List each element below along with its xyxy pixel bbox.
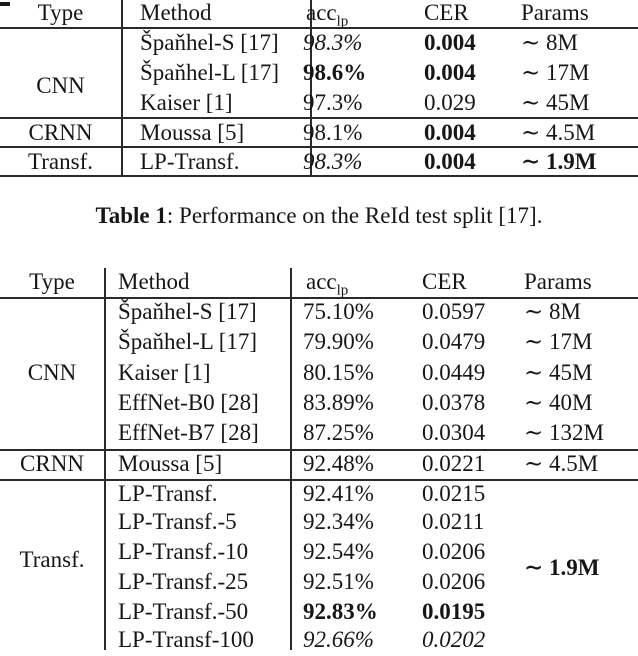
cell-cer: 0.0221 bbox=[422, 451, 486, 476]
type-group-label-transf: Transf. bbox=[28, 149, 93, 174]
cell-params: ∼ 4.5M bbox=[524, 451, 599, 476]
table-row bbox=[0, 119, 638, 146]
cell-method: LP-Transf.-25 bbox=[118, 569, 249, 594]
type-group-label-transf: Transf. bbox=[19, 547, 85, 572]
cell-acc: 92.48% bbox=[303, 451, 374, 476]
table-2 bbox=[0, 266, 638, 656]
cell-acc: 87.25% bbox=[303, 420, 374, 445]
cell-method: Kaiser [1] bbox=[140, 90, 233, 115]
cell-acc: 80.15% bbox=[303, 360, 374, 385]
cell-acc: 92.51% bbox=[303, 569, 374, 594]
table-row bbox=[0, 327, 638, 357]
cell-params: ∼ 17M bbox=[524, 329, 593, 354]
table-row bbox=[0, 358, 638, 388]
type-group-label-crnn: CRNN bbox=[20, 451, 84, 476]
col-header-acc bbox=[306, 0, 349, 30]
col-header-type: Type bbox=[37, 0, 84, 25]
cell-acc: 98.6% bbox=[303, 60, 367, 85]
cell-method: Kaiser [1] bbox=[118, 360, 211, 385]
acc-label: acc bbox=[306, 0, 337, 25]
cell-params: ∼ 132M bbox=[524, 420, 604, 445]
type-group-label-cnn: CNN bbox=[36, 73, 85, 98]
col-header-method: Method bbox=[118, 269, 190, 294]
cell-params: ∼ 45M bbox=[524, 360, 593, 385]
cell-cer: 0.0479 bbox=[422, 329, 486, 354]
col-header-cer: CER bbox=[422, 269, 467, 294]
cell-cer: 0.0195 bbox=[422, 599, 486, 624]
table-row bbox=[0, 480, 638, 508]
cell-acc: 92.34% bbox=[303, 509, 374, 534]
cell-cer: 0.004 bbox=[424, 60, 476, 85]
cell-cer: 0.004 bbox=[424, 30, 476, 55]
cell-params: ∼ 8M bbox=[524, 299, 581, 324]
cell-acc: 92.41% bbox=[303, 481, 374, 506]
col-header-type: Type bbox=[29, 269, 75, 294]
table-row bbox=[0, 297, 638, 327]
cell-cer: 0.0304 bbox=[422, 420, 486, 445]
cell-cer: 0.029 bbox=[424, 90, 476, 115]
table-1-caption bbox=[0, 201, 638, 231]
caption-text: : Performance on the ReId test split [17]. bbox=[166, 203, 543, 228]
table-row bbox=[0, 88, 638, 118]
type-group-label-cnn: CNN bbox=[27, 360, 77, 385]
cell-method: Špaňhel-S [17] bbox=[118, 299, 257, 324]
cell-method: LP-Transf.-50 bbox=[118, 599, 249, 624]
params-group-value: ∼ 1.9M bbox=[524, 555, 600, 580]
table-row bbox=[0, 450, 638, 478]
cell-params: ∼ 8M bbox=[521, 30, 578, 55]
col-header-params: Params bbox=[524, 269, 592, 294]
cell-acc: 92.83% bbox=[303, 599, 378, 624]
cell-method: LP-Transf.-5 bbox=[118, 509, 237, 534]
cell-method: Moussa [5] bbox=[118, 451, 223, 476]
table-row bbox=[0, 58, 638, 88]
cell-acc: 98.3% bbox=[303, 30, 363, 55]
col-header-method: Method bbox=[140, 0, 212, 25]
cell-acc: 97.3% bbox=[303, 90, 363, 115]
cell-acc: 75.10% bbox=[303, 299, 374, 324]
cell-cer: 0.0206 bbox=[422, 569, 486, 594]
table-row bbox=[0, 28, 638, 58]
type-group-label-crnn: CRNN bbox=[28, 120, 93, 145]
table-1 bbox=[0, 0, 638, 178]
col-header-params: Params bbox=[521, 0, 589, 25]
cell-cer: 0.0202 bbox=[422, 627, 486, 652]
cell-cer: 0.0449 bbox=[422, 360, 486, 385]
cell-params: ∼ 17M bbox=[521, 60, 590, 85]
cell-acc: 83.89% bbox=[303, 390, 374, 415]
cell-acc: 79.90% bbox=[303, 329, 374, 354]
table-rule bbox=[0, 175, 638, 177]
cell-cer: 0.0206 bbox=[422, 539, 486, 564]
cell-params: ∼ 40M bbox=[524, 390, 593, 415]
table-row bbox=[0, 418, 638, 448]
table-header-row bbox=[0, 268, 638, 299]
acc-label: acc bbox=[306, 269, 337, 294]
cell-method: Moussa [5] bbox=[140, 120, 245, 145]
cell-acc: 92.66% bbox=[303, 627, 374, 652]
cell-method: LP-Transf. bbox=[118, 481, 218, 506]
cell-cer: 0.0215 bbox=[422, 481, 486, 506]
table-row bbox=[0, 597, 638, 627]
table-header-row bbox=[0, 0, 638, 30]
table-row bbox=[0, 567, 638, 597]
table-row bbox=[0, 148, 638, 175]
cell-method: LP-Transf.-10 bbox=[118, 539, 249, 564]
cell-method: EffNet-B0 [28] bbox=[118, 390, 259, 415]
caption-label: Table 1 bbox=[95, 203, 167, 228]
cell-method: Špaňhel-L [17] bbox=[140, 60, 280, 85]
table-row bbox=[0, 537, 638, 567]
col-header-cer: CER bbox=[424, 0, 469, 25]
table-row bbox=[0, 507, 638, 537]
cell-method: LP-Transf. bbox=[140, 149, 240, 174]
acc-subscript: lp bbox=[336, 282, 349, 299]
cell-cer: 0.004 bbox=[424, 120, 476, 145]
cell-method: Špaňhel-L [17] bbox=[118, 329, 258, 354]
cell-params: ∼ 45M bbox=[521, 90, 590, 115]
cell-acc: 98.1% bbox=[303, 120, 363, 145]
cell-params: ∼ 4.5M bbox=[521, 120, 596, 145]
table-row bbox=[0, 625, 638, 655]
cell-acc: 92.54% bbox=[303, 539, 374, 564]
cell-params: ∼ 1.9M bbox=[521, 149, 597, 174]
cell-method: LP-Transf-100 bbox=[118, 627, 254, 652]
cell-cer: 0.0211 bbox=[422, 509, 485, 534]
cell-cer: 0.0378 bbox=[422, 390, 486, 415]
cell-cer: 0.004 bbox=[424, 149, 476, 174]
cell-method: EffNet-B7 [28] bbox=[118, 420, 259, 445]
cell-cer: 0.0597 bbox=[422, 299, 486, 324]
col-header-acc bbox=[306, 268, 349, 299]
cell-method: Špaňhel-S [17] bbox=[140, 30, 279, 55]
table-row bbox=[0, 388, 638, 418]
acc-subscript: lp bbox=[336, 13, 349, 30]
cell-acc: 98.3% bbox=[303, 149, 363, 174]
